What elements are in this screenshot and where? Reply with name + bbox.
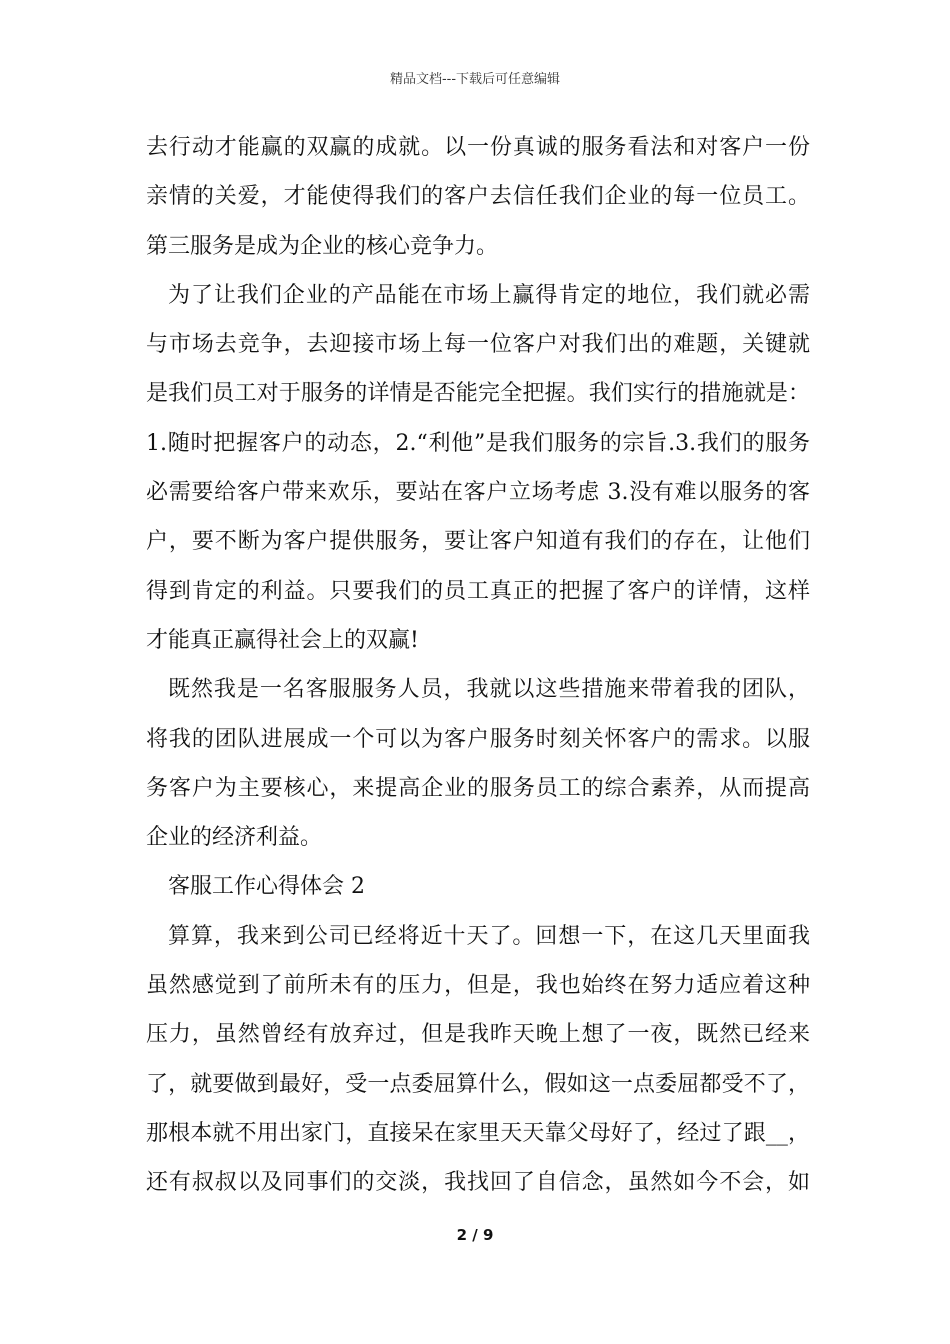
section-heading: 客服工作心得体会 2 <box>168 874 365 900</box>
document-body <box>146 127 810 1212</box>
text-line: 压力，虽然曾经有放弃过，但是我昨天晚上想了一夜，既然已经来 <box>146 1022 810 1048</box>
text-line: 得到肯定的利益。只要我们的员工真正的把握了客户的详情，这样 <box>146 578 810 604</box>
text-line: 为了让我们企业的产品能在市场上赢得肯定的地位，我们就必需 <box>168 282 810 308</box>
text-line: 才能真正赢得社会上的双赢! <box>146 627 419 653</box>
text-line: 户，要不断为客户提供服务，要让客户知道有我们的存在，让他们 <box>146 529 810 555</box>
text-line: 既然我是一名客服服务人员，我就以这些措施来带着我的团队， <box>168 677 810 703</box>
text-line: 了，就要做到最好，受一点委屈算什么，假如这一点委屈都受不了， <box>146 1071 810 1097</box>
text-line: 第三服务是成为企业的核心竞争力。 <box>146 233 499 259</box>
text-line: 务客户为主要核心，来提高企业的服务员工的综合素养，从而提高 <box>146 775 810 801</box>
text-line: 1.随时把握客户的动态，2.“利他”是我们服务的宗旨.3.我们的服务 <box>146 430 810 456</box>
text-line: 必需要给客户带来欢乐，要站在客户立场考虑 3.没有难以服务的客 <box>146 480 810 506</box>
text-line: 是我们员工对于服务的详情是否能完全把握。我们实行的措施就是： <box>146 381 810 407</box>
text-line: 还有叔叔以及同事们的交淡，我找回了自信念，虽然如今不会，如 <box>146 1170 810 1196</box>
text-line: 亲情的关爱，才能使得我们的客户去信任我们企业的每一位员工。 <box>146 184 810 210</box>
text-line: 与市场去竞争，去迎接市场上每一位客户对我们出的难题，关键就 <box>146 332 810 358</box>
text-line: 企业的经济利益。 <box>146 825 323 851</box>
text-line: 去行动才能赢的双赢的成就。以一份真诚的服务看法和对客户一份 <box>146 135 810 160</box>
page-header: 精品文档---下载后可任意编辑 <box>389 72 561 87</box>
text-line: 虽然感觉到了前所未有的压力，但是，我也始终在努力适应着这种 <box>146 973 810 999</box>
page-number: 2 / 9 <box>456 1226 494 1244</box>
text-line: 将我的团队进展成一个可以为客户服务时刻关怀客户的需求。以服 <box>146 726 810 752</box>
text-line: 那根本就不用出家门，直接呆在家里天天靠父母好了，经过了跟__， <box>146 1120 810 1146</box>
text-line: 算算，我来到公司已经将近十天了。回想一下，在这几天里面我 <box>168 923 810 949</box>
